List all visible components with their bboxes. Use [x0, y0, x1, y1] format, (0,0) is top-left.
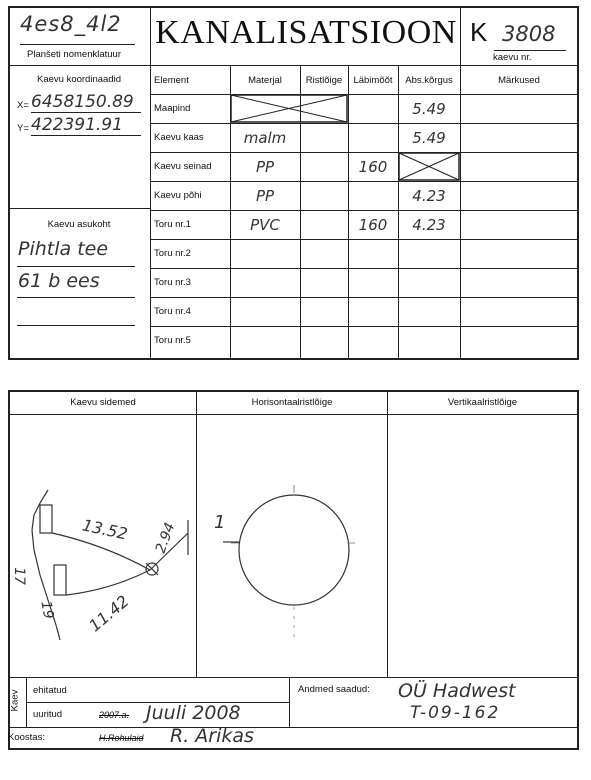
koostas-printed: H.Rohulaid	[99, 733, 144, 743]
location-underline3	[17, 325, 135, 326]
table-cell-abs: 4.23	[412, 186, 446, 205]
cross-out-mark	[398, 152, 460, 181]
tie-line-2	[66, 570, 150, 595]
building-step-2	[54, 565, 66, 595]
table-cell-labimoot: 160	[358, 157, 388, 176]
printed-date: 2007.a.	[99, 710, 130, 720]
table-col-line	[460, 66, 461, 359]
table-cell-element: Toru nr.4	[154, 306, 191, 317]
table-cell-labimoot: 160	[358, 215, 388, 234]
frame-bottom	[8, 358, 579, 360]
table-cell-materjal	[230, 297, 300, 326]
coords-label: Kaevu koordinaadid	[37, 74, 121, 85]
building-step-1	[40, 505, 52, 533]
sheet-label: Planšeti nomenklatuur	[27, 49, 121, 60]
frame-left	[8, 6, 10, 359]
location-divider	[8, 208, 151, 209]
table-cell-abs	[398, 297, 460, 326]
andmed-divider	[289, 677, 290, 727]
sheet-number: 4es8_4l2	[20, 12, 122, 36]
title-right-divider	[460, 6, 461, 66]
y-value: 422391.91	[31, 115, 123, 135]
table-cell-materjal	[230, 326, 300, 355]
dist-1: 13.52	[80, 515, 130, 544]
table-cell-labimoot	[348, 123, 398, 152]
table-cell-abs: 5.49	[412, 99, 446, 118]
panel-sidemed: Kaevu sidemed	[70, 397, 136, 408]
y-underline	[31, 135, 141, 136]
table-cell-element: Toru nr.2	[154, 248, 191, 259]
table-cell-abs	[398, 239, 460, 268]
page-title: KANALISATSIOON	[155, 14, 457, 51]
table-cell-labimoot	[348, 268, 398, 297]
table-cell-ristloige	[300, 239, 348, 268]
table-cell-materjal	[230, 239, 300, 268]
table-cell-labimoot	[348, 181, 398, 210]
sheet-underline	[20, 44, 135, 45]
y-prefix: Y=	[17, 123, 29, 134]
uuritud-label: uuritud	[33, 709, 63, 720]
table-cell-materjal: PVC	[250, 215, 280, 234]
koostas-hand: R. Arikas	[170, 725, 254, 747]
sketch-frame-top	[8, 390, 579, 392]
table-header-labimoot: Läbimõõt	[353, 74, 393, 86]
sketch-frame-right	[577, 390, 579, 750]
location-underline2	[17, 297, 135, 298]
sketch-col2-divider	[387, 390, 388, 678]
table-cell-labimoot	[348, 297, 398, 326]
kaev-label: Kaev	[9, 689, 21, 712]
well-underline	[494, 50, 566, 51]
koostas-label: Koostas:	[8, 732, 45, 743]
table-cell-materjal: malm	[243, 128, 287, 147]
table-header-materjal: Materjal	[248, 74, 282, 86]
table-header-abs: Abs.kõrgus	[405, 74, 453, 86]
x-underline	[31, 112, 141, 113]
table-cell-materjal: PP	[255, 157, 275, 176]
dist-2: 2.94	[152, 520, 179, 556]
side-2: 19	[37, 599, 57, 621]
well-label: kaevu nr.	[493, 52, 532, 63]
andmed-line1: OÜ Hadwest	[398, 680, 516, 702]
table-cell-element: Toru nr.3	[154, 277, 191, 288]
table-cell-abs	[398, 268, 460, 297]
pipe-label: 1	[214, 512, 226, 533]
table-cell-ristloige	[300, 152, 348, 181]
date-hand: Juuli 2008	[146, 702, 241, 724]
table-cell-element: Kaevu kaas	[154, 132, 204, 143]
table-cell-element: Kaevu põhi	[154, 190, 202, 201]
k-letter: K	[470, 17, 488, 47]
table-cell-element: Toru nr.1	[154, 219, 191, 230]
table-cell-labimoot	[348, 326, 398, 355]
table-cell-ristloige	[300, 181, 348, 210]
table-cell-ristloige	[300, 326, 348, 355]
table-cell-materjal: PP	[255, 186, 275, 205]
table-header-ristloige: Ristlõige	[305, 74, 343, 86]
table-cell-ristloige	[300, 210, 348, 239]
table-header-markused: Märkused	[498, 74, 540, 86]
frame-top	[8, 6, 578, 8]
andmed-label: Andmed saadud:	[298, 684, 370, 695]
table-cell-element: Kaevu seinad	[154, 161, 212, 172]
location-underline1	[17, 266, 135, 267]
cross-out-mark	[230, 94, 348, 123]
andmed-line2: T-09-162	[410, 703, 501, 723]
table-cell-ristloige	[300, 297, 348, 326]
koostas-divider	[8, 727, 578, 728]
horizontal-section	[197, 415, 387, 677]
well-number: 3808	[502, 22, 556, 46]
sketch-frame-bottom	[8, 748, 579, 750]
location-label: Kaevu asukoht	[47, 219, 111, 230]
well-circle	[239, 495, 349, 605]
table-cell-labimoot	[348, 94, 398, 123]
table-cell-element: Maapind	[154, 103, 191, 114]
dist-3: 11.42	[85, 591, 133, 636]
location-line1: Pihtla tee	[18, 238, 109, 260]
table-cell-abs	[398, 326, 460, 355]
table-cell-labimoot	[348, 239, 398, 268]
panel-horisontaal: Horisontaalristlõige	[251, 397, 333, 408]
ehitatud-label: ehitatud	[33, 685, 67, 696]
side-1: 17	[10, 567, 27, 585]
panel-vertikaal: Vertikaalristlõige	[447, 397, 518, 408]
table-cell-materjal	[230, 268, 300, 297]
table-cell-abs: 4.23	[412, 215, 446, 234]
table-header-element: Element	[154, 74, 189, 86]
table-cell-ristloige	[300, 123, 348, 152]
table-cell-abs: 5.49	[412, 128, 446, 147]
frame-right	[577, 6, 579, 359]
table-cell-ristloige	[300, 268, 348, 297]
table-cell-element: Toru nr.5	[154, 335, 191, 346]
sketch-bottom-divider	[8, 677, 578, 678]
location-line2: 61 b ees	[18, 270, 100, 292]
x-prefix: X=	[17, 100, 29, 111]
x-value: 6458150.89	[31, 92, 134, 112]
